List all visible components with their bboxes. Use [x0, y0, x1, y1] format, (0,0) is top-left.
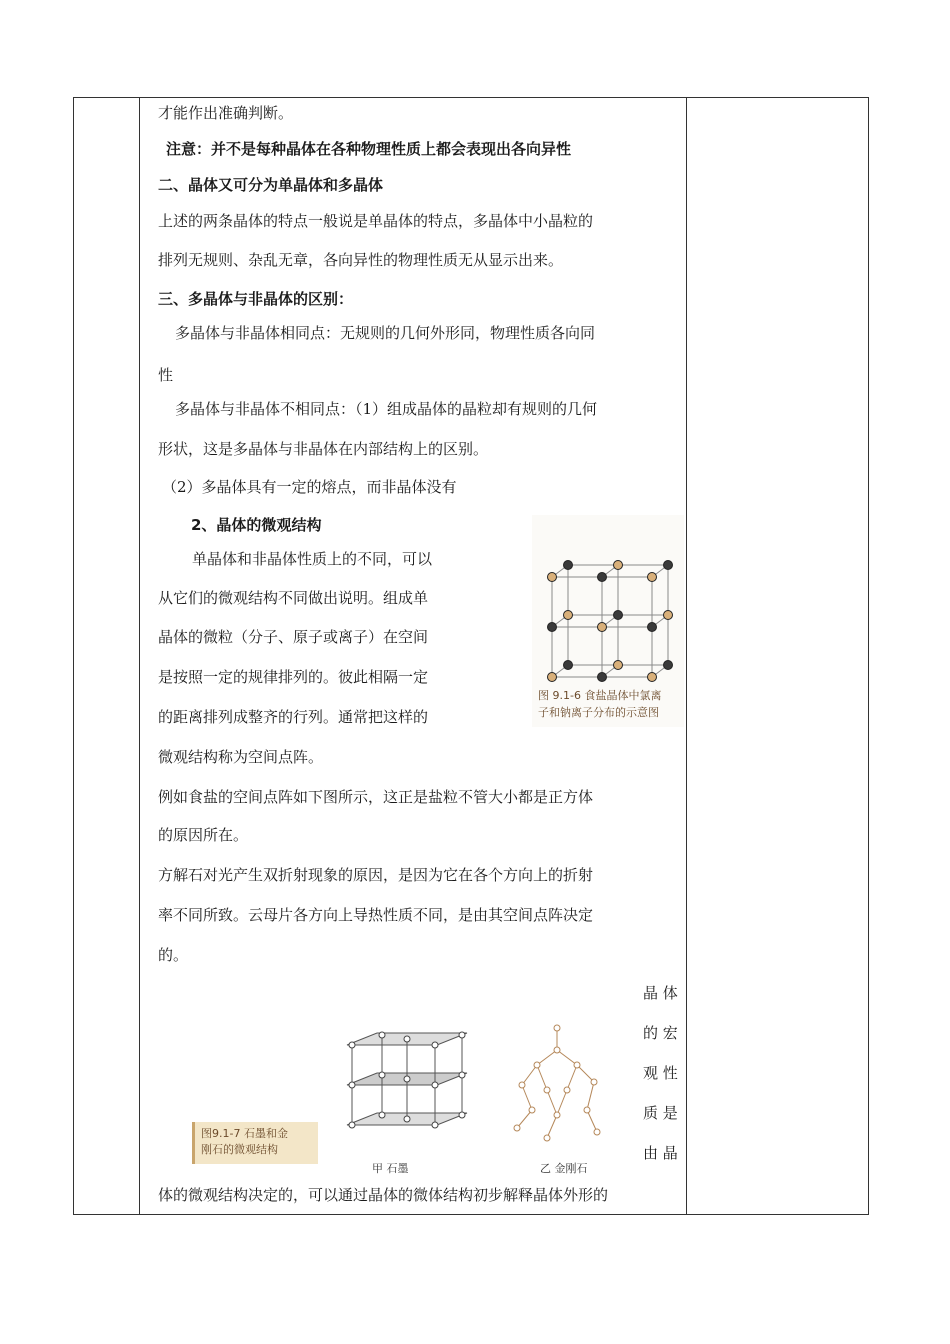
diamond-label: 乙 金刚石: [540, 1162, 588, 1175]
nacl-lattice-figure: [532, 515, 684, 727]
table-divider: [139, 98, 140, 1214]
side-text: 的 宏: [643, 1024, 678, 1042]
paragraph-line: 才能作出准确判断。: [158, 104, 294, 122]
paragraph-line: 排列无规则、杂乱无章，各向异性的物理性质无从显示出来。: [158, 251, 564, 269]
nacl-lattice-diagram: [532, 515, 684, 685]
section-heading: 二、晶体又可分为单晶体和多晶体: [158, 176, 384, 194]
paragraph-line: 形状，这是多晶体与非晶体在内部结构上的区别。: [158, 440, 489, 458]
paragraph-line: 率不同所致。云母片各方向上导热性质不同，是由其空间点阵决定: [158, 906, 594, 924]
diamond-structure-diagram: [502, 1020, 612, 1150]
figure-caption-box: [192, 1122, 318, 1164]
figure-caption: 刚石的微观结构: [201, 1143, 278, 1156]
side-text: 质 是: [643, 1104, 678, 1122]
paragraph-line: （2）多晶体具有一定的熔点，而非晶体没有: [162, 478, 457, 496]
note-line: 注意：并不是每种晶体在各种物理性质上都会表现出各向异性: [166, 140, 572, 158]
figure-caption: 子和钠离子分布的示意图: [538, 706, 659, 719]
side-text: 由 晶: [643, 1144, 678, 1162]
section-heading: 三、多晶体与非晶体的区别：: [158, 290, 354, 308]
paragraph-line: 性: [158, 366, 174, 384]
paragraph-line: 体的微观结构决定的，可以通过晶体的微体结构初步解释晶体外形的: [158, 1186, 609, 1204]
paragraph-line: 的距离排列成整齐的行列。通常把这样的: [158, 708, 429, 726]
paragraph-line: 微观结构称为空间点阵。: [158, 748, 324, 766]
graphite-structure-diagram: [337, 1025, 477, 1150]
section-heading: 2、晶体的微观结构: [191, 516, 322, 534]
paragraph-line: 的原因所在。: [158, 826, 249, 844]
paragraph-line: 多晶体与非晶体不相同点：（1）组成晶体的晶粒却有规则的几何: [175, 400, 598, 418]
graphite-label: 甲 石墨: [372, 1162, 409, 1175]
paragraph-line: 晶体的微粒（分子、原子或离子）在空间: [158, 628, 429, 646]
paragraph-line: 例如食盐的空间点阵如下图所示，这正是盐粒不管大小都是正方体: [158, 788, 594, 806]
figure-caption: 图 9.1-6 食盐晶体中氯离: [538, 689, 662, 702]
table-divider: [686, 98, 687, 1214]
graphite-diamond-figure: [182, 1010, 632, 1180]
side-text: 观 性: [643, 1064, 678, 1082]
figure-caption: 图9.1-7 石墨和金: [201, 1127, 288, 1140]
paragraph-line: 单晶体和非晶体性质上的不同，可以: [192, 550, 433, 568]
paragraph-line: 上述的两条晶体的特点一般说是单晶体的特点，多晶体中小晶粒的: [158, 212, 594, 230]
paragraph-line: 的。: [158, 946, 189, 964]
side-text: 晶 体: [643, 984, 678, 1002]
paragraph-line: 多晶体与非晶体相同点：无规则的几何外形同，物理性质各向同: [175, 324, 596, 342]
paragraph-line: 方解石对光产生双折射现象的原因，是因为它在各个方向上的折射: [158, 866, 594, 884]
paragraph-line: 是按照一定的规律排列的。彼此相隔一定: [158, 668, 429, 686]
paragraph-line: 从它们的微观结构不同做出说明。组成单: [158, 589, 429, 607]
